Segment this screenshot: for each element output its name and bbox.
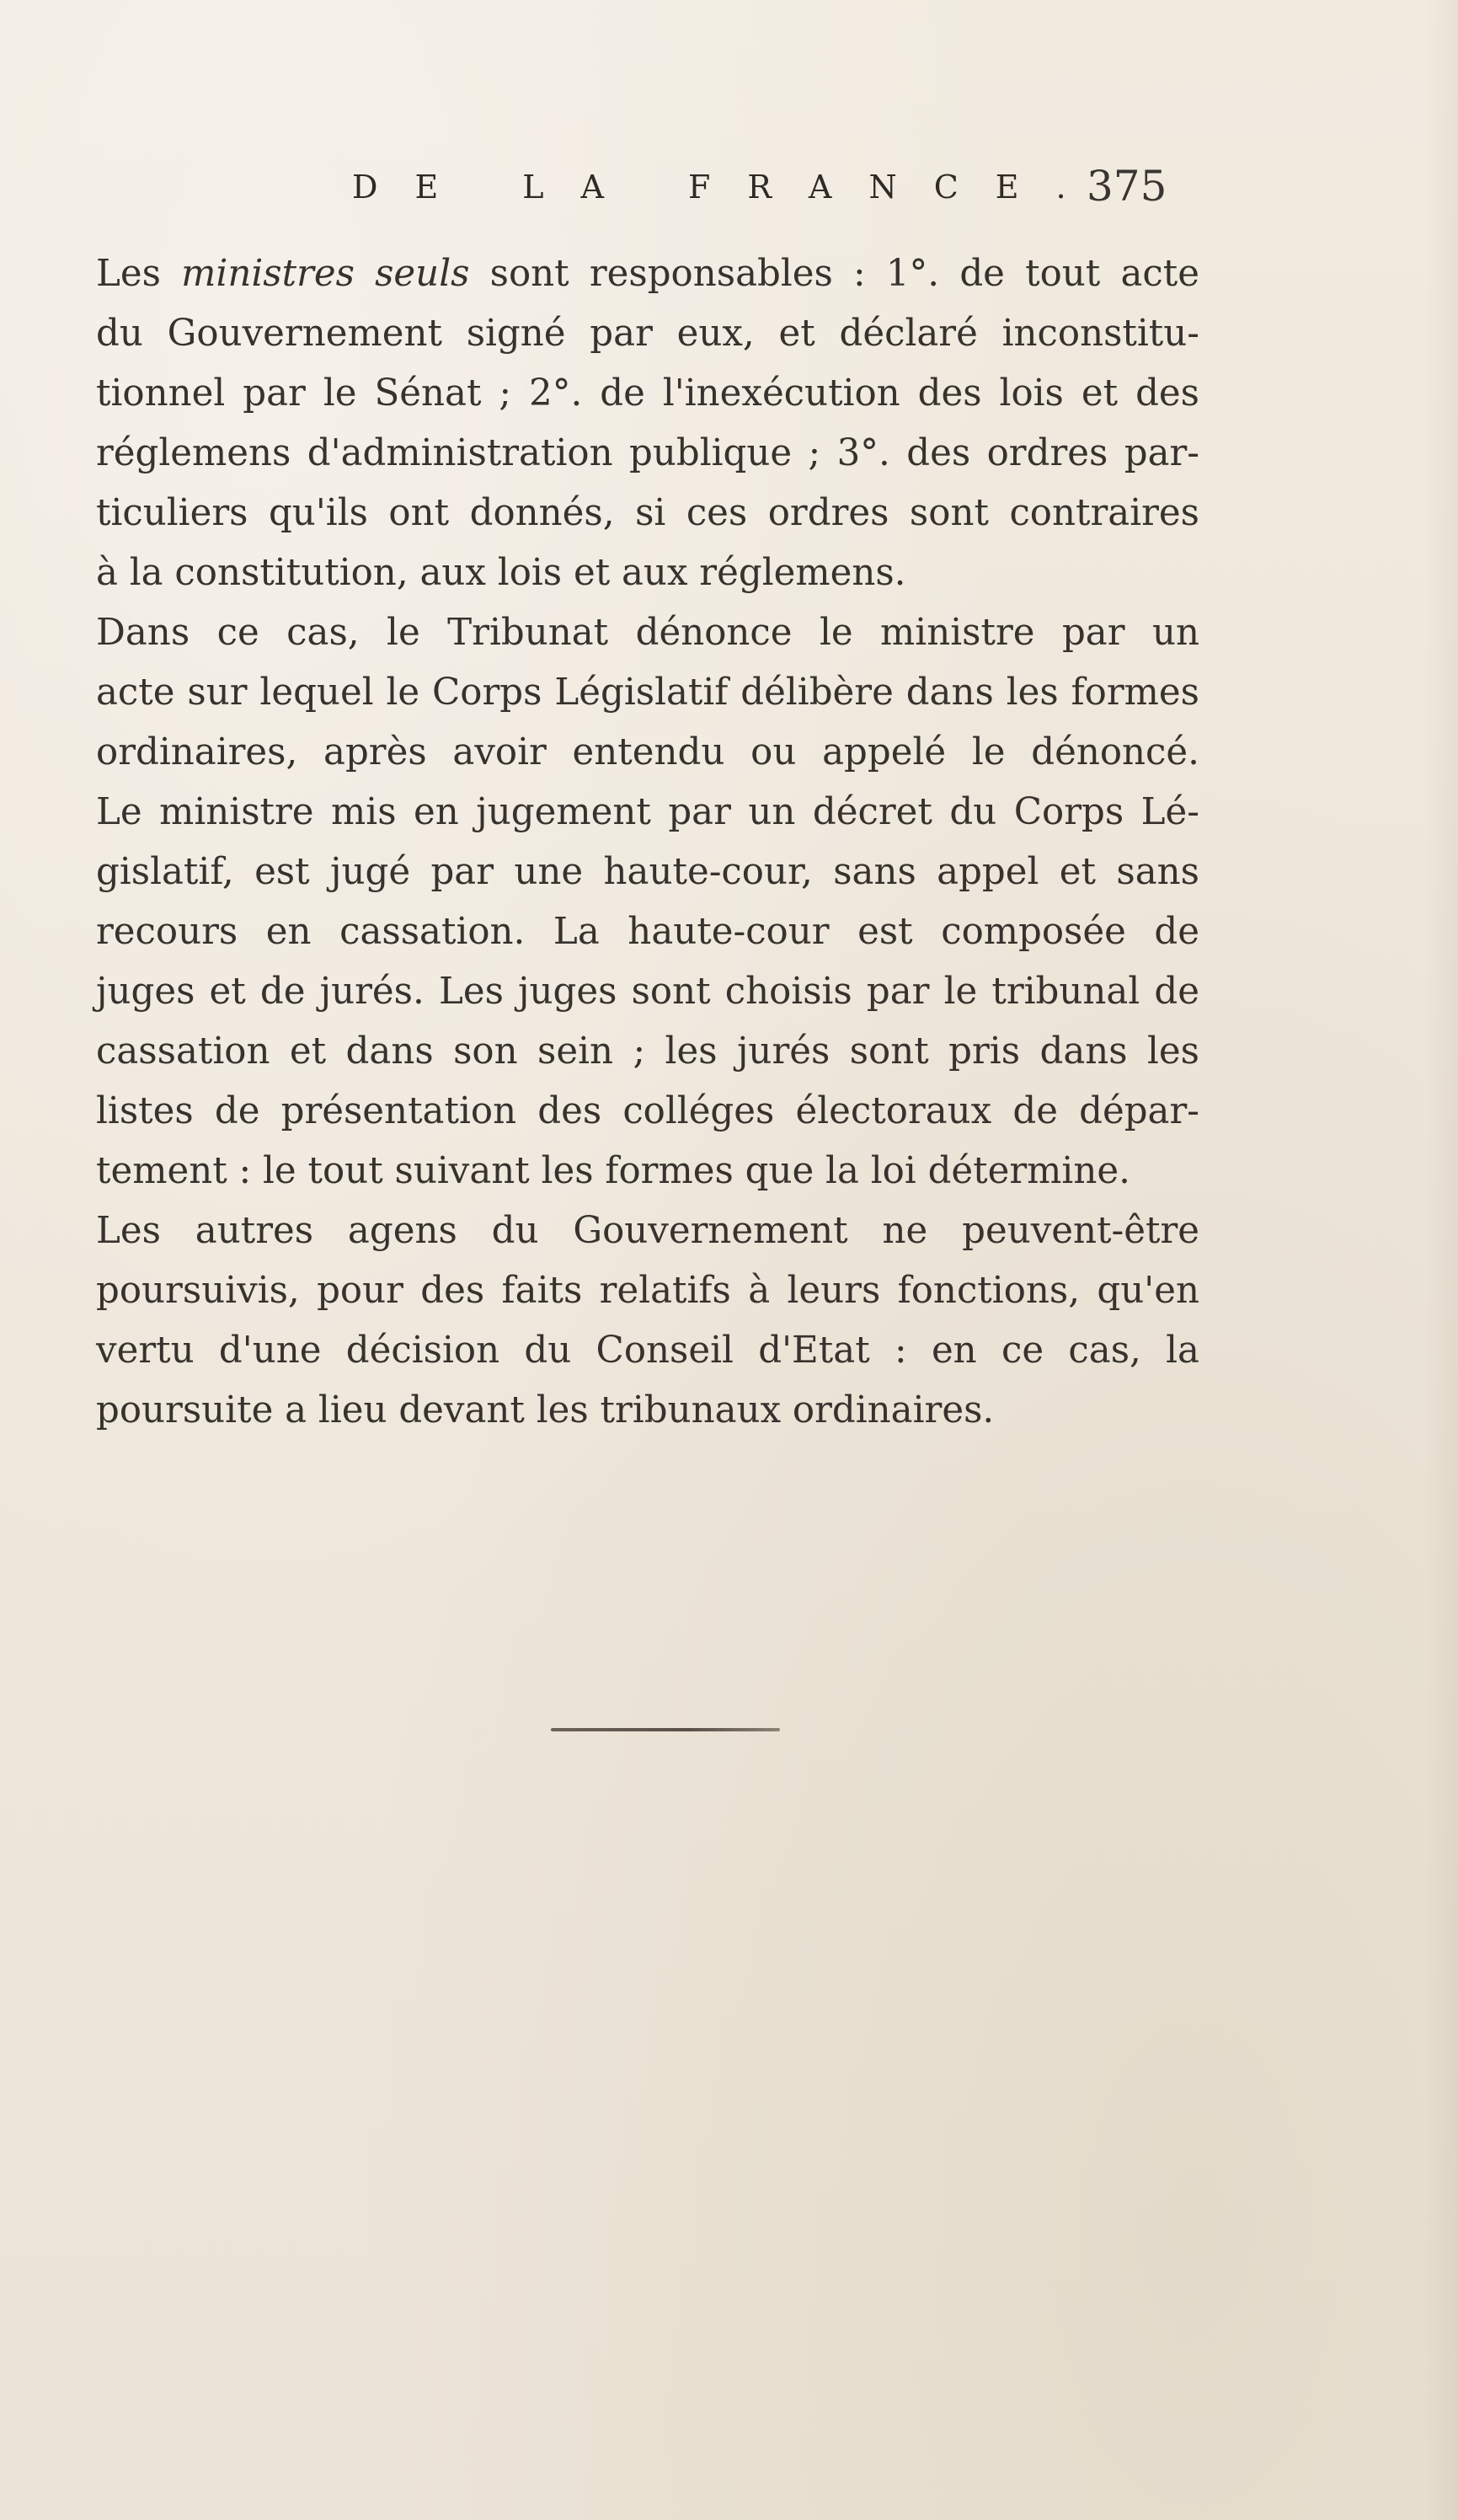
text-line: Dans ce cas, le Tribunat dénonce le ministre par un xyxy=(96,612,1199,654)
text-line: tement : le tout suivant les formes que la loi détermine. xyxy=(96,1150,1130,1192)
text-line: tionnel par le Sénat ; 2°. de l'inexécution des lois et des xyxy=(96,372,1199,415)
text-line: gislatif, est jugé par une haute-cour, sans appel et sans xyxy=(96,851,1199,893)
text-line: à la constitution, aux lois et aux réglemens. xyxy=(96,552,906,594)
text-line: juges et de jurés. Les juges sont choisis par le tribunal de xyxy=(96,971,1199,1013)
page-edge-shadow xyxy=(1424,0,1458,2520)
text-line: réglemens d'administration publique ; 3°. des ordres par- xyxy=(96,432,1199,474)
text-fragment: Les xyxy=(96,253,182,295)
text-line xyxy=(96,244,1199,304)
text-line: poursuivis, pour des faits relatifs à leurs fonctions, qu'en xyxy=(96,1270,1199,1312)
running-head xyxy=(0,162,1458,219)
running-title: DE LA FRANCE. xyxy=(352,169,1103,206)
text-line: Les autres agens du Gouvernement ne peuvent-être xyxy=(96,1210,1199,1252)
text-line: Le ministre mis en jugement par un décret du Corps Lé- xyxy=(96,791,1199,833)
page-number: 375 xyxy=(1087,162,1167,211)
text-line: vertu d'une décision du Conseil d'Etat : en ce cas, la xyxy=(96,1330,1199,1372)
text-line: ticuliers qu'ils ont donnés, si ces ordres sont contraires xyxy=(96,492,1199,534)
text-line: listes de présentation des colléges électoraux de dépar- xyxy=(96,1090,1199,1132)
text-line: recours en cassation. La haute-cour est composée de xyxy=(96,911,1199,953)
text-line: du Gouvernement signé par eux, et déclaré inconstitu- xyxy=(96,313,1199,355)
text-line: ordinaires, après avoir entendu ou appelé le dénoncé. xyxy=(96,731,1199,773)
text-line: poursuite a lieu devant les tribunaux ordinaires. xyxy=(96,1389,995,1431)
section-rule xyxy=(551,1728,780,1731)
text-fragment: sont responsables : 1°. de tout acte xyxy=(469,253,1200,295)
text-line: acte sur lequel le Corps Législatif délibère dans les formes xyxy=(96,671,1199,714)
body-text xyxy=(96,244,1199,1441)
italic-phrase: ministres seuls xyxy=(181,253,470,295)
text-line: cassation et dans son sein ; les jurés sont pris dans les xyxy=(96,1030,1199,1073)
